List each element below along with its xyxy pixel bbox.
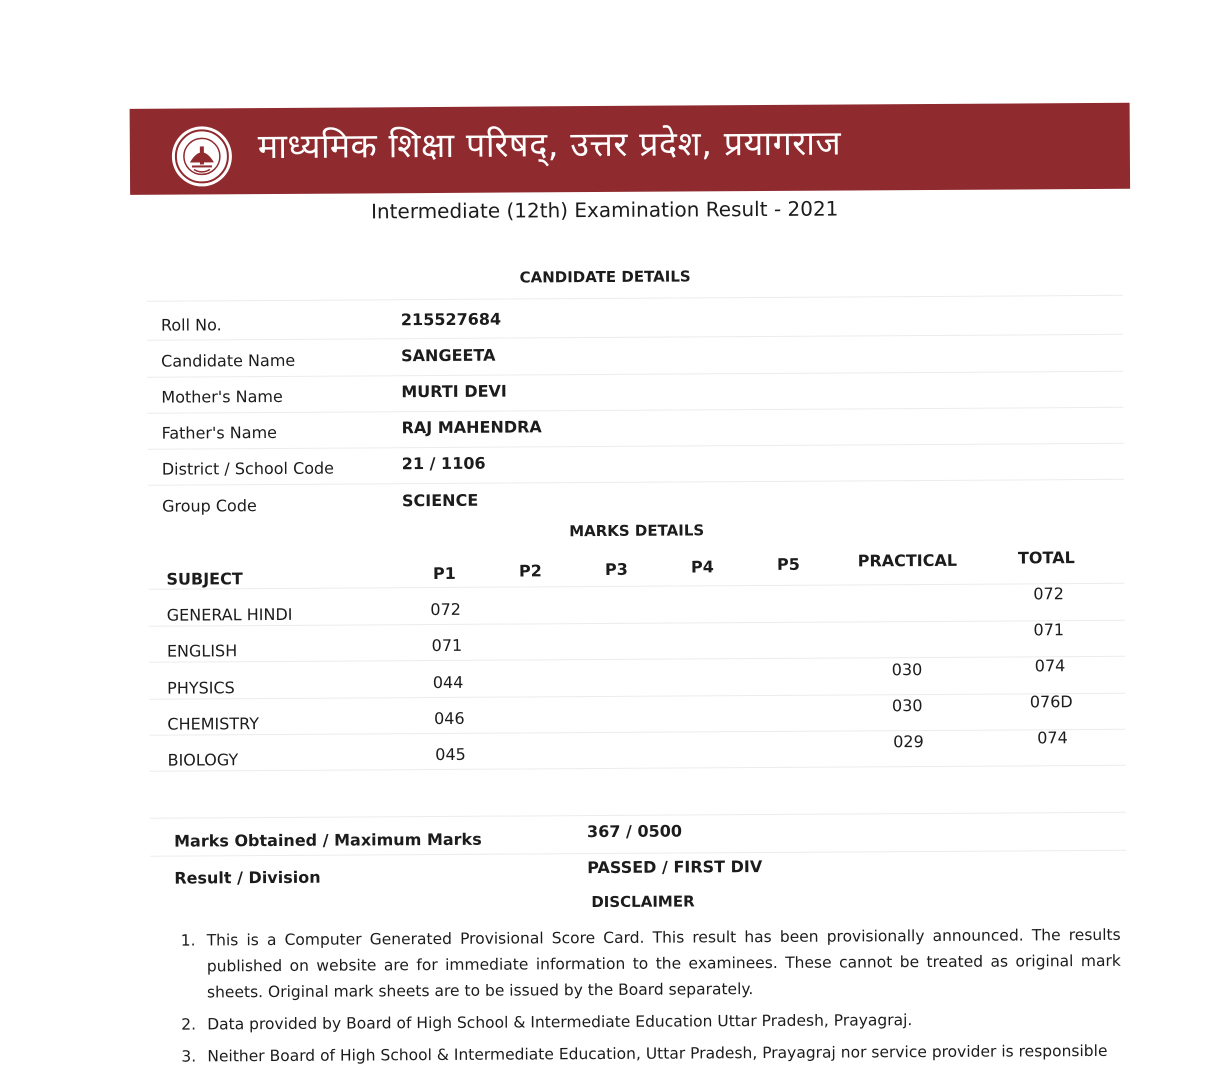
- total-header: TOTAL: [1006, 548, 1086, 567]
- p5-header: P5: [748, 555, 828, 574]
- board-emblem-icon: [170, 124, 234, 188]
- total-mark: 074: [1012, 728, 1092, 747]
- divider: [149, 656, 1125, 663]
- marks-obtained-label: Marks Obtained / Maximum Marks: [174, 830, 482, 851]
- subject-name: CHEMISTRY: [167, 714, 259, 734]
- practical-mark: 030: [867, 660, 947, 679]
- marks-obtained-value: 367 / 0500: [587, 822, 682, 842]
- disclaimer-number: 2.: [181, 1011, 196, 1037]
- divider: [150, 850, 1126, 857]
- mothers-name-label: Mother's Name: [161, 387, 283, 407]
- result-division-label: Result / Division: [174, 868, 320, 888]
- roll-no-label: Roll No.: [161, 315, 222, 334]
- p1-mark: 046: [409, 709, 489, 728]
- divider: [147, 295, 1123, 302]
- p1-mark: 071: [407, 636, 487, 655]
- divider: [147, 334, 1123, 341]
- total-mark: 072: [1009, 584, 1089, 603]
- subject-name: PHYSICS: [167, 678, 235, 697]
- p1-mark: 072: [406, 600, 486, 619]
- disclaimer-item: [181, 1006, 1121, 1038]
- p4-header: P4: [662, 557, 742, 576]
- disclaimer-number: 1.: [181, 927, 196, 953]
- p3-header: P3: [576, 560, 656, 579]
- p1-mark: 045: [410, 745, 490, 764]
- board-banner: [130, 103, 1131, 195]
- roll-no-value: 215527684: [401, 310, 501, 330]
- district-school-code-label: District / School Code: [162, 459, 334, 479]
- divider: [147, 407, 1123, 414]
- disclaimer-item: [181, 1038, 1121, 1070]
- p1-mark: 044: [408, 673, 488, 692]
- p1-header: P1: [404, 564, 484, 583]
- candidate-name-label: Candidate Name: [161, 351, 295, 371]
- divider: [150, 812, 1126, 819]
- marks-details-title: MARKS DETAILS: [30, 518, 1213, 543]
- disclaimer-text: Data provided by Board of High School & Intermediate Education Uttar Pradesh, Prayagraj.: [207, 1011, 912, 1033]
- disclaimer-text: Neither Board of High School & Intermediate Education, Uttar Pradesh, Prayagraj nor service provider is responsible: [207, 1042, 1107, 1065]
- p2-header: P2: [490, 561, 570, 580]
- divider: [149, 693, 1125, 700]
- fathers-name-label: Father's Name: [162, 423, 278, 443]
- divider: [149, 620, 1125, 627]
- disclaimer-item: [181, 922, 1121, 1006]
- result-division-value: PASSED / FIRST DIV: [587, 857, 762, 877]
- divider: [149, 729, 1125, 736]
- mothers-name-value: MURTI DEVI: [401, 382, 507, 402]
- practical-mark: 030: [867, 696, 947, 715]
- practical-mark: 029: [868, 732, 948, 751]
- group-code-label: Group Code: [162, 496, 257, 516]
- group-code-value: SCIENCE: [402, 491, 478, 510]
- divider: [148, 479, 1124, 486]
- disclaimer-list: [181, 922, 1122, 1076]
- disclaimer-text: This is a Computer Generated Provisional Score Card. This result has been provisionally announced. The results published on website are for immediate information to the examinees. These cannot be treated as original mark sheets. Original mark sheets are to be issued by the Board separately.: [207, 926, 1121, 1002]
- divider: [148, 443, 1124, 450]
- board-title: माध्यमिक शिक्षा परिषद्, उत्तर प्रदेश, प्रयागराज: [258, 119, 842, 169]
- subject-header: SUBJECT: [166, 569, 242, 588]
- total-mark: 076D: [1011, 692, 1091, 711]
- candidate-details-title: CANDIDATE DETAILS: [0, 264, 1212, 289]
- district-school-code-value: 21 / 1106: [402, 454, 486, 474]
- divider: [147, 371, 1123, 378]
- disclaimer-title: DISCLAIMER: [36, 889, 1213, 914]
- subject-name: BIOLOGY: [168, 750, 239, 769]
- disclaimer-number: 3.: [181, 1043, 196, 1069]
- candidate-name-value: SANGEETA: [401, 346, 495, 366]
- document-heading: Intermediate (12th) Examination Result - 2021: [0, 194, 1211, 225]
- divider: [149, 583, 1125, 590]
- subject-name: GENERAL HINDI: [167, 605, 293, 625]
- total-mark: 071: [1009, 620, 1089, 639]
- practical-header: PRACTICAL: [852, 551, 962, 571]
- divider: [150, 765, 1126, 772]
- total-mark: 074: [1010, 656, 1090, 675]
- subject-name: ENGLISH: [167, 641, 237, 660]
- fathers-name-value: RAJ MAHENDRA: [401, 417, 541, 437]
